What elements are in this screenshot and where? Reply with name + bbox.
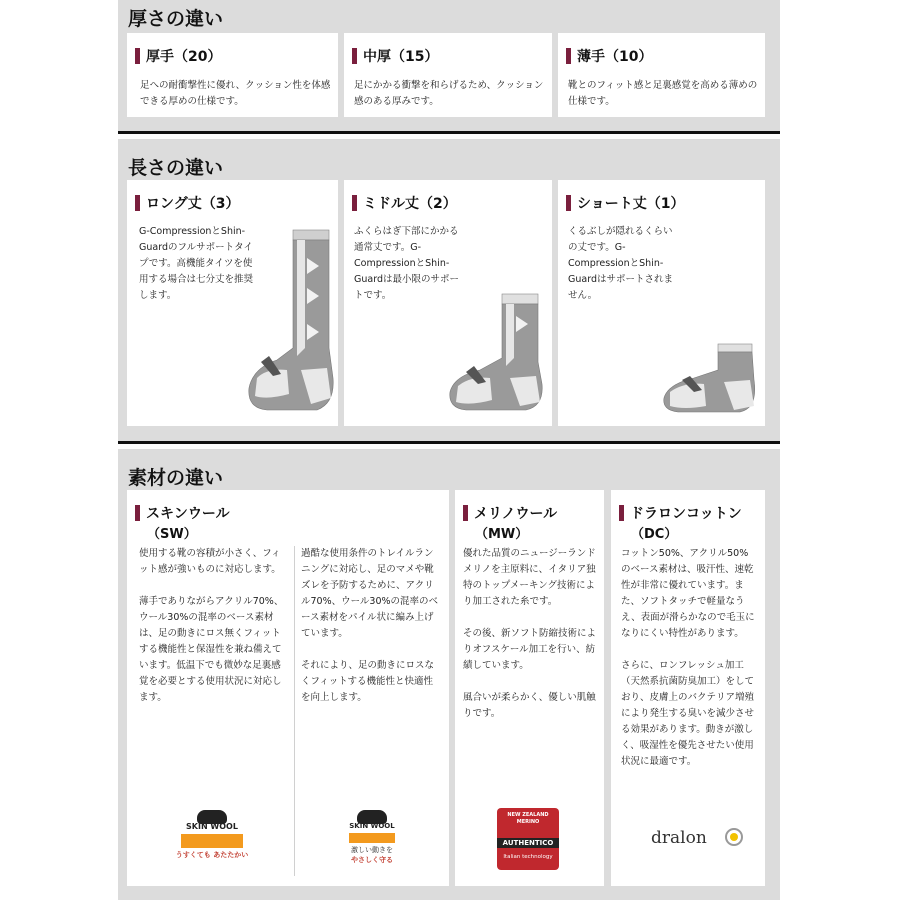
card-text: 足にかかる衝撃を和らげるため、クッション感のある厚みです。 xyxy=(354,80,544,107)
accent-bar xyxy=(135,48,140,64)
skin-wool-logo-2 xyxy=(345,810,399,870)
card-text xyxy=(621,546,755,786)
card-title: ショート丈（1） xyxy=(577,196,685,212)
accent-bar xyxy=(352,48,357,64)
thickness-card-medium xyxy=(344,33,552,117)
paragraph: 使用する靴の容積が小さく、フィット感が強いものに対応します。 xyxy=(139,548,281,575)
logo-brand: SKIN WOOL xyxy=(186,822,238,831)
card-text-col2 xyxy=(301,546,441,722)
length-card-long xyxy=(127,180,338,426)
card-subtitle: （SW） xyxy=(147,527,197,542)
paragraph: コットン50%、アクリル50%のベース素材は、吸汗性、速乾性が非常に優れています。また、ソフトタッチで軽量なうえ、表面が滑らかなので毛玉になりにくい特性があります。 xyxy=(621,548,755,639)
logo-band: AUTHENTICO xyxy=(497,838,559,848)
card-text: ふくらはぎ下部にかかる通常丈です。G-CompressionとShin-Guardは最小限のサポートです。 xyxy=(354,226,459,301)
accent-bar xyxy=(352,195,357,211)
sock-long-icon xyxy=(237,228,337,418)
card-subtitle: （DC） xyxy=(631,527,678,542)
logo-band xyxy=(349,833,395,843)
thickness-section xyxy=(118,0,780,131)
nz-merino-logo xyxy=(497,808,559,870)
material-title: 素材の違い xyxy=(128,467,224,489)
logo-brand: SKIN WOOL xyxy=(349,822,395,830)
paragraph: 風合いが柔らかく、優しい肌触りです。 xyxy=(463,692,596,719)
accent-bar xyxy=(463,505,468,521)
skin-wool-logo xyxy=(175,810,249,870)
paragraph: さらに、ロンフレッシュ加工（天然系抗菌防臭加工）をしており、皮膚上のバクテリア増殖により発生する臭いを減少させる効果があります。動きが激しく、吸湿性を優先させたい使用状況に最適です。 xyxy=(621,660,755,767)
material-card-dralon xyxy=(611,490,765,886)
column-divider xyxy=(294,546,295,876)
card-text-col1 xyxy=(139,546,284,722)
card-title: ロング丈（3） xyxy=(146,196,240,212)
sock-short-icon xyxy=(658,340,763,420)
paragraph: 薄手でありながらアクリル70%、ウール30%の混率のベース素材は、足の動きにロス無くフィットする機能性と保湿性を兼ね備えています。低温下でも微妙な足裏感覚を必要とする使用状況に対応します。 xyxy=(139,596,284,703)
logo-tag: 激しい動きを xyxy=(351,846,393,854)
paragraph: それにより、足の動きにロスなくフィットする機能性と快適性を向上します。 xyxy=(301,660,435,703)
card-text: 靴とのフィット感と足裏感覚を高める薄めの仕様です。 xyxy=(568,80,758,107)
card-text: 足への耐衝撃性に優れ、クッション性を体感できる厚めの仕様です。 xyxy=(140,80,331,107)
card-text: G-CompressionとShin-Guardのフルサポートタイプです。高機能タイツを使用する場合は七分丈を推奨します。 xyxy=(139,226,254,301)
thickness-card-thin xyxy=(558,33,765,117)
paragraph: 優れた品質のニュージーランドメリノを主原料に、イタリア独特のトップメーキング技術により加工された糸です。 xyxy=(463,548,596,607)
card-subtitle: （MW） xyxy=(475,527,529,542)
material-card-skin-wool xyxy=(127,490,449,886)
logo-band xyxy=(181,834,243,848)
logo-foot: Italian technology xyxy=(503,854,553,860)
card-title: ミドル丈（2） xyxy=(363,196,457,212)
length-section xyxy=(118,139,780,441)
accent-bar xyxy=(566,48,571,64)
logo-arc: NEW ZEALAND MERINO xyxy=(507,812,549,825)
section-divider xyxy=(118,131,780,134)
accent-bar xyxy=(566,195,571,211)
accent-bar xyxy=(135,195,140,211)
accent-bar xyxy=(619,505,624,521)
paragraph: その後、新ソフト防縮技術によりオフスケール加工を行い、紡績しています。 xyxy=(463,628,597,671)
card-title: 中厚（15） xyxy=(363,49,439,65)
paragraph: 過酷な使用条件のトレイルランニングに対応し、足のマメや靴ズレを予防するために、アクリル70%、ウール30%の混率のベース素材をパイル状に編み上げています。 xyxy=(301,548,439,639)
dralon-swirl-icon xyxy=(723,826,745,848)
material-card-merino xyxy=(455,490,604,886)
sock-middle-icon xyxy=(444,292,549,417)
length-title: 長さの違い xyxy=(128,157,224,179)
card-title: スキンウール xyxy=(146,506,230,522)
logo-tag: やさしく守る xyxy=(351,856,393,864)
accent-bar xyxy=(135,505,140,521)
card-text: くるぶしが隠れるくらいの丈です。G-CompressionとShin-Guardはサポートされません。 xyxy=(568,226,673,301)
card-title: ドラロンコットン xyxy=(630,506,742,522)
dralon-logo: dralon xyxy=(651,828,707,848)
card-text xyxy=(463,546,596,738)
card-title: 薄手（10） xyxy=(577,49,653,65)
material-section xyxy=(118,449,780,900)
card-title: メリノウール xyxy=(474,506,558,522)
length-card-short xyxy=(558,180,765,426)
thickness-card-thick xyxy=(127,33,338,117)
section-divider xyxy=(118,441,780,444)
logo-tag: うすくても あたたかい xyxy=(175,851,249,859)
length-card-middle xyxy=(344,180,552,426)
card-title: 厚手（20） xyxy=(146,49,222,65)
thickness-title: 厚さの違い xyxy=(128,8,224,30)
